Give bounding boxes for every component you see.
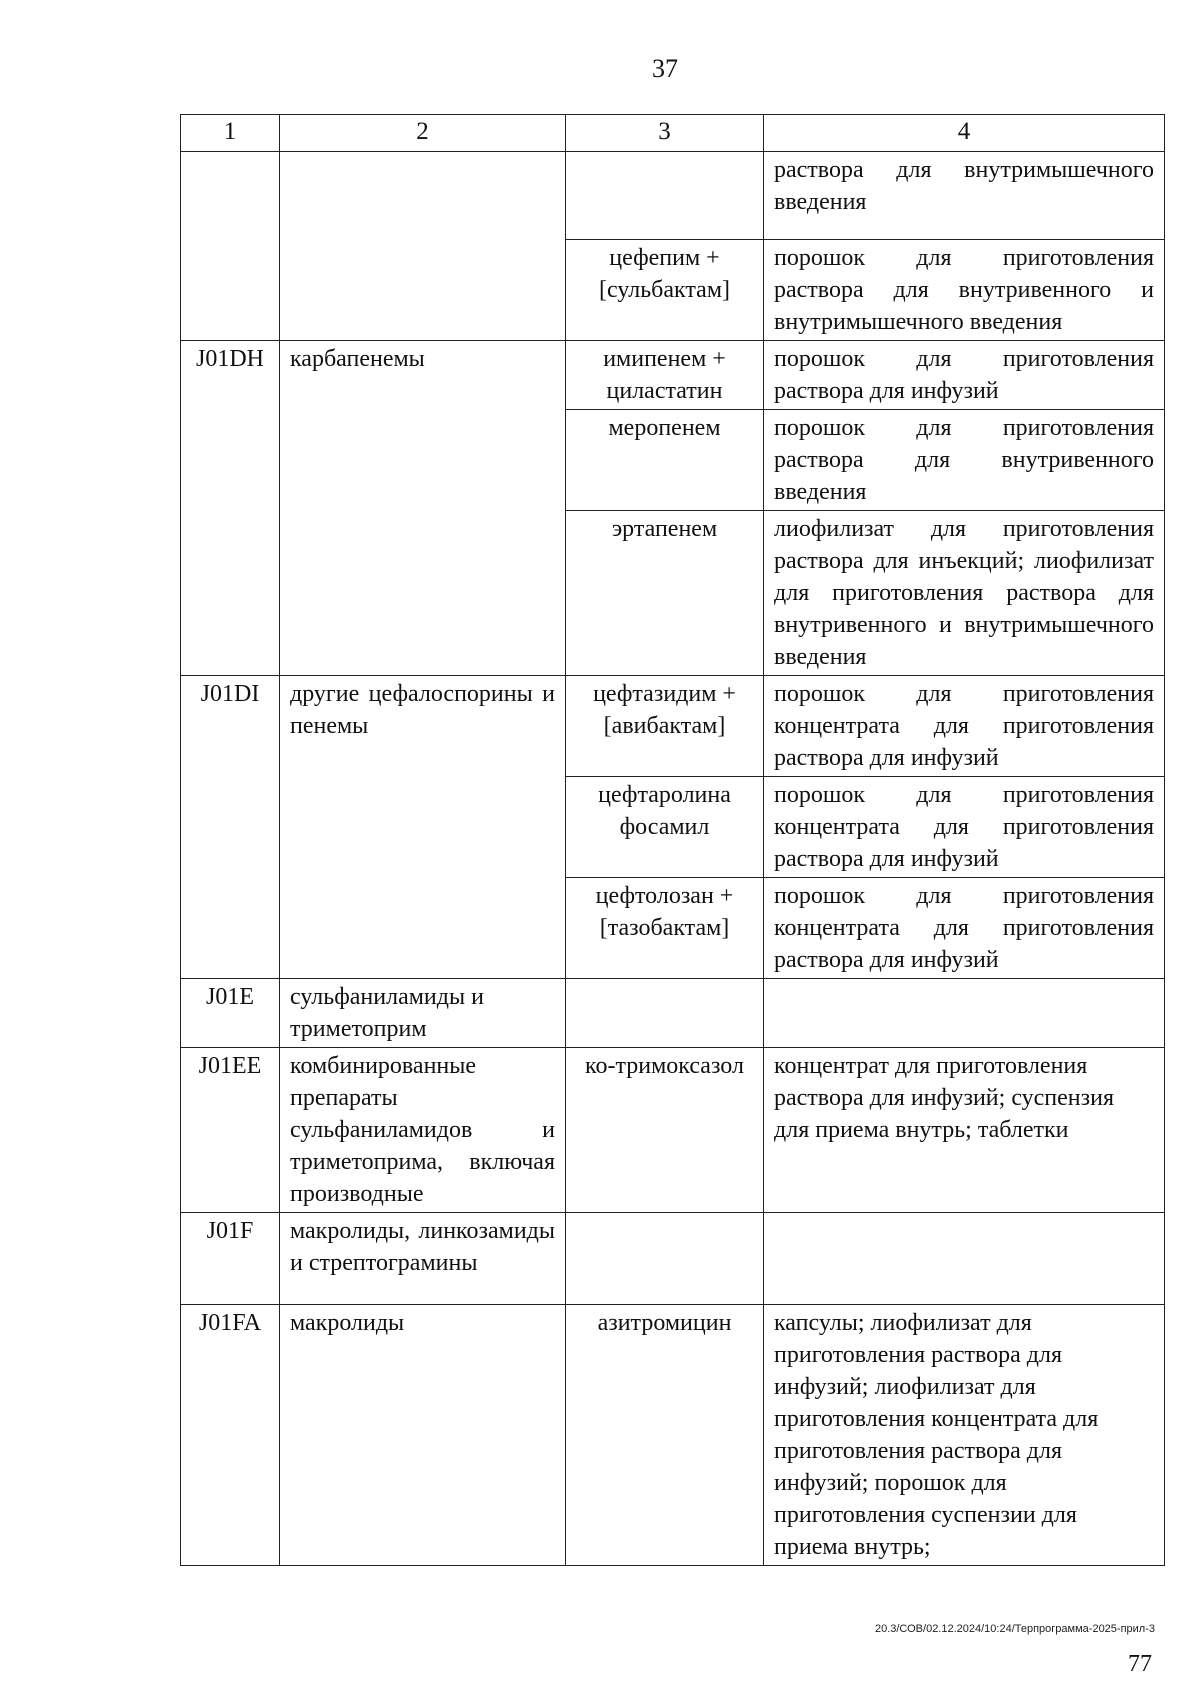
group-cell bbox=[280, 240, 566, 341]
drug-cell bbox=[566, 1213, 764, 1305]
form-cell: раствора для внутримышечного введения bbox=[764, 152, 1165, 240]
code-cell bbox=[181, 777, 280, 878]
drug-cell: цефтолозан + [тазобактам] bbox=[566, 878, 764, 979]
table-row bbox=[181, 979, 1165, 1048]
code-cell bbox=[181, 410, 280, 511]
group-cell bbox=[280, 878, 566, 979]
form-cell: порошок для приготовления концентрата для приготовления раствора для инфузий bbox=[764, 878, 1165, 979]
form-cell: концентрат для приготовления раствора для инфузий; суспензия для приема внутрь; таблетки bbox=[764, 1048, 1165, 1213]
table-row bbox=[181, 777, 1165, 878]
table-row bbox=[181, 152, 1165, 240]
table-row bbox=[181, 1305, 1165, 1566]
form-cell: порошок для приготовления раствора для внутривенного и внутримышечного введения bbox=[764, 240, 1165, 341]
group-cell: сульфаниламиды и триметоприм bbox=[280, 979, 566, 1048]
code-cell bbox=[181, 240, 280, 341]
table-row bbox=[181, 240, 1165, 341]
code-cell: J01DI bbox=[181, 676, 280, 777]
form-cell: лиофилизат для приготовления раствора для инъекций; лиофилизат для приготовления раствора для внутривенного и внутримышечного введения bbox=[764, 511, 1165, 676]
group-cell: карбапенемы bbox=[280, 341, 566, 410]
table-row bbox=[181, 511, 1165, 676]
drug-cell: меропенем bbox=[566, 410, 764, 511]
drug-cell: эртапенем bbox=[566, 511, 764, 676]
header-col-3: 3 bbox=[566, 115, 764, 152]
drug-cell: ко-тримоксазол bbox=[566, 1048, 764, 1213]
table-row bbox=[181, 1213, 1165, 1305]
group-cell bbox=[280, 511, 566, 676]
code-cell: J01E bbox=[181, 979, 280, 1048]
group-cell bbox=[280, 777, 566, 878]
form-cell: капсулы; лиофилизат для приготовления раствора для инфузий; лиофилизат для приготовления концентрата для приготовления раствора для инфузий; порошок для приготовления суспензии для приема внутрь; bbox=[764, 1305, 1165, 1566]
drug-table bbox=[180, 114, 1165, 1566]
drug-cell bbox=[566, 152, 764, 240]
drug-cell: цефтаролина фосамил bbox=[566, 777, 764, 878]
group-cell: макролиды, линкозамиды и стрептограмины bbox=[280, 1213, 566, 1305]
code-cell bbox=[181, 878, 280, 979]
group-cell bbox=[280, 152, 566, 240]
header-col-1: 1 bbox=[181, 115, 280, 152]
page-number-top: 37 bbox=[652, 54, 678, 83]
page-number-bottom: 77 bbox=[1128, 1651, 1152, 1677]
code-cell: J01FA bbox=[181, 1305, 280, 1566]
drug-cell: цефтазидим + [авибактам] bbox=[566, 676, 764, 777]
form-cell: порошок для приготовления раствора для инфузий bbox=[764, 341, 1165, 410]
code-cell: J01EE bbox=[181, 1048, 280, 1213]
group-cell: комбинированные препараты сульфаниламидов и триметоприма, включая производные bbox=[280, 1048, 566, 1213]
code-cell: J01DH bbox=[181, 341, 280, 410]
code-cell: J01F bbox=[181, 1213, 280, 1305]
form-cell: порошок для приготовления концентрата для приготовления раствора для инфузий bbox=[764, 777, 1165, 878]
table-row bbox=[181, 878, 1165, 979]
table-row bbox=[181, 1048, 1165, 1213]
document-reference: 20.3/СОВ/02.12.2024/10:24/Терпрограмма-2025-прил-3 bbox=[874, 1623, 1155, 1635]
group-cell bbox=[280, 410, 566, 511]
table-header-row bbox=[181, 115, 1165, 152]
form-cell: порошок для приготовления раствора для внутривенного введения bbox=[764, 410, 1165, 511]
form-cell: порошок для приготовления концентрата для приготовления раствора для инфузий bbox=[764, 676, 1165, 777]
drug-cell: имипенем + циластатин bbox=[566, 341, 764, 410]
code-cell bbox=[181, 511, 280, 676]
code-cell bbox=[181, 152, 280, 240]
drug-cell bbox=[566, 979, 764, 1048]
form-cell bbox=[764, 979, 1165, 1048]
table-row bbox=[181, 676, 1165, 777]
form-cell bbox=[764, 1213, 1165, 1305]
header-col-4: 4 bbox=[764, 115, 1165, 152]
group-cell: макролиды bbox=[280, 1305, 566, 1566]
header-col-2: 2 bbox=[280, 115, 566, 152]
table-row bbox=[181, 410, 1165, 511]
group-cell: другие цефалоспорины и пенемы bbox=[280, 676, 566, 777]
drug-cell: азитромицин bbox=[566, 1305, 764, 1566]
drug-cell: цефепим + [сульбактам] bbox=[566, 240, 764, 341]
table-row bbox=[181, 341, 1165, 410]
